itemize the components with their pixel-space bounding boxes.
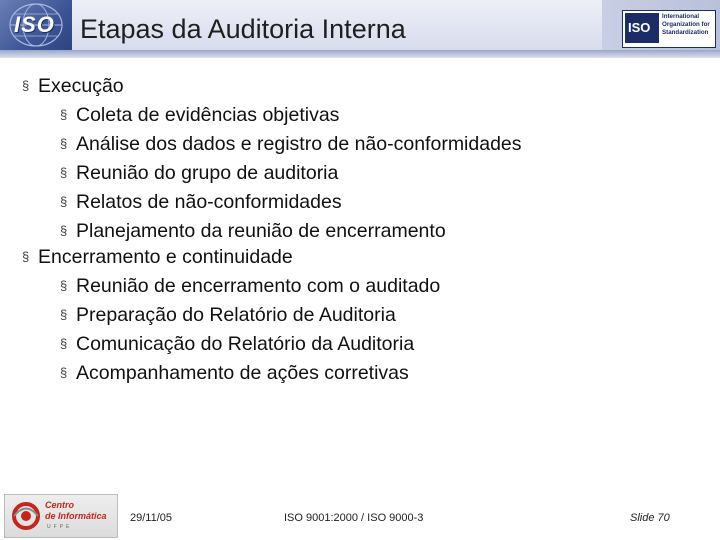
- bullet-item-level2: [60, 220, 446, 243]
- logo-text-line1: Centro: [45, 500, 74, 510]
- bullet-item-level2: [60, 133, 522, 156]
- swirl-logo-icon: [11, 501, 41, 531]
- bullet-text: Reunião do grupo de auditoria: [76, 162, 339, 184]
- bullet-text: Comunicação do Relatório da Auditoria: [76, 333, 415, 355]
- bullet-marker: §: [60, 223, 68, 238]
- iso-badge-line: Organization for: [662, 21, 710, 28]
- bullet-item-level2: [60, 304, 396, 327]
- bullet-text: Análise dos dados e registro de não-conformidades: [76, 133, 522, 155]
- iso-badge-logo-text: ISO: [628, 20, 651, 35]
- iso-badge-logo: [625, 13, 659, 43]
- bullet-text: Preparação do Relatório de Auditoria: [76, 304, 396, 326]
- iso-logo-text: ISO: [14, 12, 55, 37]
- bullet-marker: §: [60, 107, 68, 122]
- footer-date: 29/11/05: [130, 512, 173, 524]
- bullet-text: Coleta de evidências objetivas: [76, 104, 340, 126]
- bullet-item-level2: [60, 275, 440, 298]
- bullet-text: Execução: [38, 75, 124, 97]
- slide-number: Slide 70: [630, 512, 670, 524]
- bullet-marker: §: [60, 307, 68, 322]
- slide-header: [0, 0, 720, 60]
- bullet-marker: §: [60, 336, 68, 351]
- bullet-marker: §: [60, 365, 68, 380]
- header-divider: [0, 50, 720, 58]
- iso-globe-logo: [0, 0, 72, 50]
- bullet-item-level1: [22, 75, 124, 98]
- iso-badge-line: International: [662, 13, 700, 20]
- bullet-marker: §: [22, 249, 30, 264]
- iso-badge-line: Standardization: [662, 29, 709, 36]
- centro-informatica-logo: [4, 494, 118, 538]
- logo-text-line2: de Informática: [45, 511, 107, 521]
- iso-badge-text: [662, 13, 714, 37]
- logo-text-line3: UFPE: [47, 524, 73, 530]
- bullet-text: Acompanhamento de ações corretivas: [76, 362, 409, 384]
- slide-title: Etapas da Auditoria Interna: [80, 14, 406, 44]
- bullet-item-level1: [22, 246, 293, 269]
- bullet-text: Planejamento da reunião de encerramento: [76, 220, 446, 242]
- bullet-item-level2: [60, 362, 409, 385]
- bullet-item-level2: [60, 333, 414, 356]
- bullet-item-level2: [60, 162, 338, 185]
- bullet-item-level2: [60, 191, 342, 214]
- bullet-marker: §: [22, 78, 30, 93]
- bullet-marker: §: [60, 194, 68, 209]
- bullet-marker: §: [60, 165, 68, 180]
- footer-standard-text: ISO 9001:2000 / ISO 9000-3: [284, 512, 424, 524]
- bullet-marker: §: [60, 278, 68, 293]
- bullet-marker: §: [60, 136, 68, 151]
- bullet-text: Reunião de encerramento com o auditado: [76, 275, 441, 297]
- iso-organization-badge: [622, 10, 716, 48]
- bullet-text: Encerramento e continuidade: [38, 246, 293, 268]
- bullet-text: Relatos de não-conformidades: [76, 191, 342, 213]
- bullet-item-level2: [60, 104, 339, 127]
